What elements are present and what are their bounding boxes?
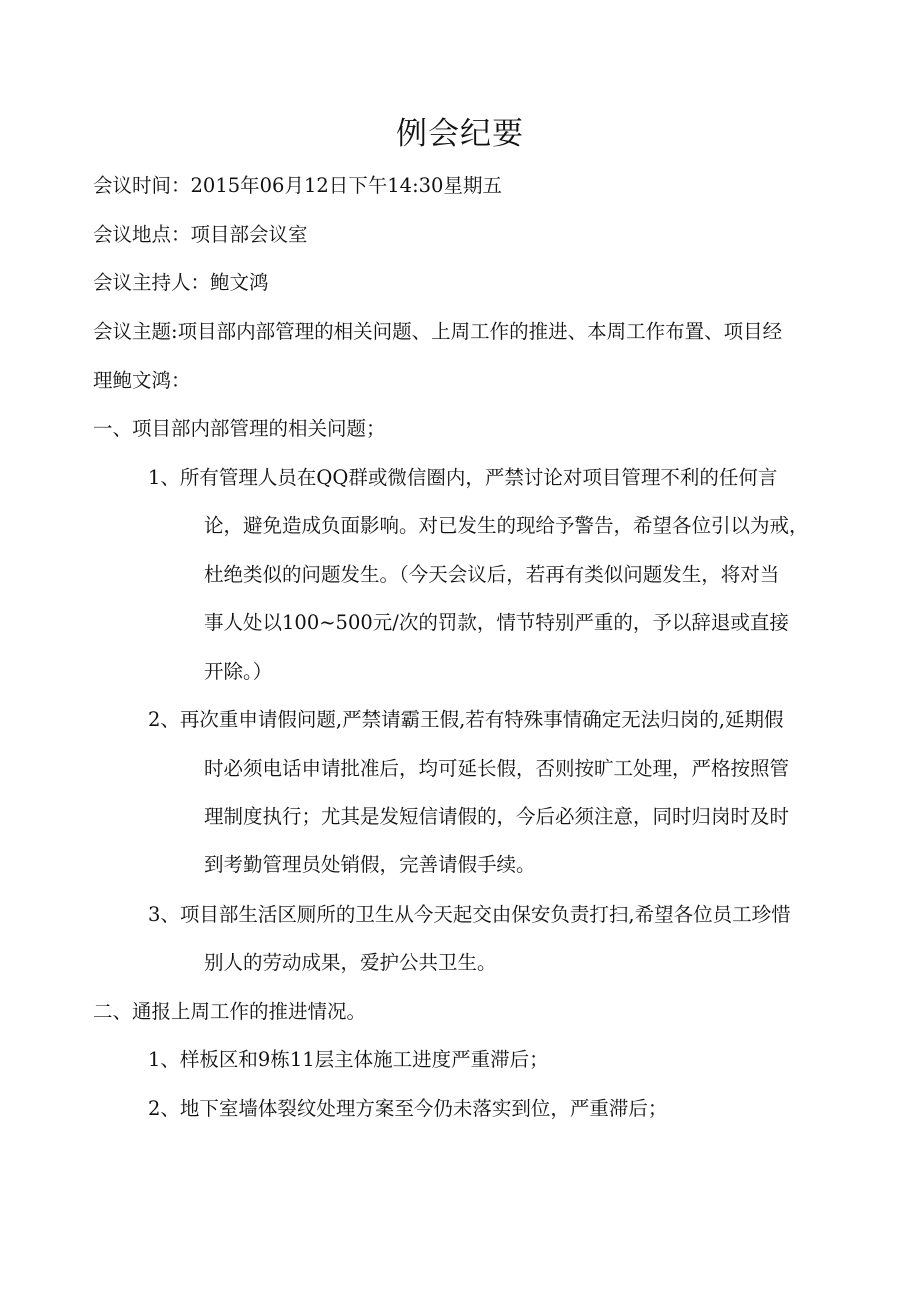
section-1-item-2-line: 2、再次重申请假问题,严禁请霸王假,若有特殊事情确定无法归岗的,延期假: [148, 708, 784, 731]
meeting-topic-line-1: 会议主题:项目部内部管理的相关问题、上周工作的推进、本周工作布置、项目经: [93, 320, 783, 343]
section-1-item-2-line: 理制度执行；尤其是发短信请假的，今后必须注意，同时归岗时及时: [204, 805, 790, 828]
section-1-item-2-line: 到考勤管理员处销假，完善请假手续。: [204, 853, 536, 876]
meeting-host: 会议主持人：鲍文鸿: [93, 271, 269, 294]
section-1-heading: 一、项目部内部管理的相关问题；: [93, 417, 386, 440]
meeting-place: 会议地点：项目部会议室: [93, 223, 308, 246]
section-2-item-2: 2、地下室墙体裂纹处理方案至今仍未落实到位，严重滞后；: [148, 1097, 668, 1120]
meeting-topic-line-2: 理鲍文鸿：: [93, 369, 191, 392]
section-1-item-1-line: 开除。）: [204, 660, 273, 683]
section-1-item-3-line: 3、项目部生活区厕所的卫生从今天起交由保安负责打扫,希望各位员工珍惜: [148, 903, 791, 926]
section-1-item-3-line: 别人的劳动成果，爱护公共卫生。: [204, 951, 497, 974]
section-1-item-1-line: 事人处以100~500元/次的罚款，情节特别严重的，予以辞退或直接: [204, 611, 789, 634]
section-1-item-1-line: 论，避免造成负面影响。对已发生的现给予警告，希望各位引以为戒，: [204, 514, 809, 537]
meeting-time: 会议时间：2015年06月12日下午14:30星期五: [93, 174, 502, 197]
document-title: 例会纪要: [396, 116, 524, 152]
section-2-item-1: 1、样板区和9栋11层主体施工进度严重滞后；: [148, 1048, 549, 1071]
section-2-heading: 二、通报上周工作的推进情况。: [93, 1000, 367, 1023]
section-1-item-1-line: 杜绝类似的问题发生。（今天会议后，若再有类似问题发生，将对当: [204, 563, 780, 586]
section-1-item-1-line: 1、所有管理人员在QQ群或微信圈内，严禁讨论对项目管理不利的任何言: [148, 466, 778, 489]
section-1-item-2-line: 时必须电话申请批准后，均可延长假，否则按旷工处理，严格按照管: [204, 757, 790, 780]
